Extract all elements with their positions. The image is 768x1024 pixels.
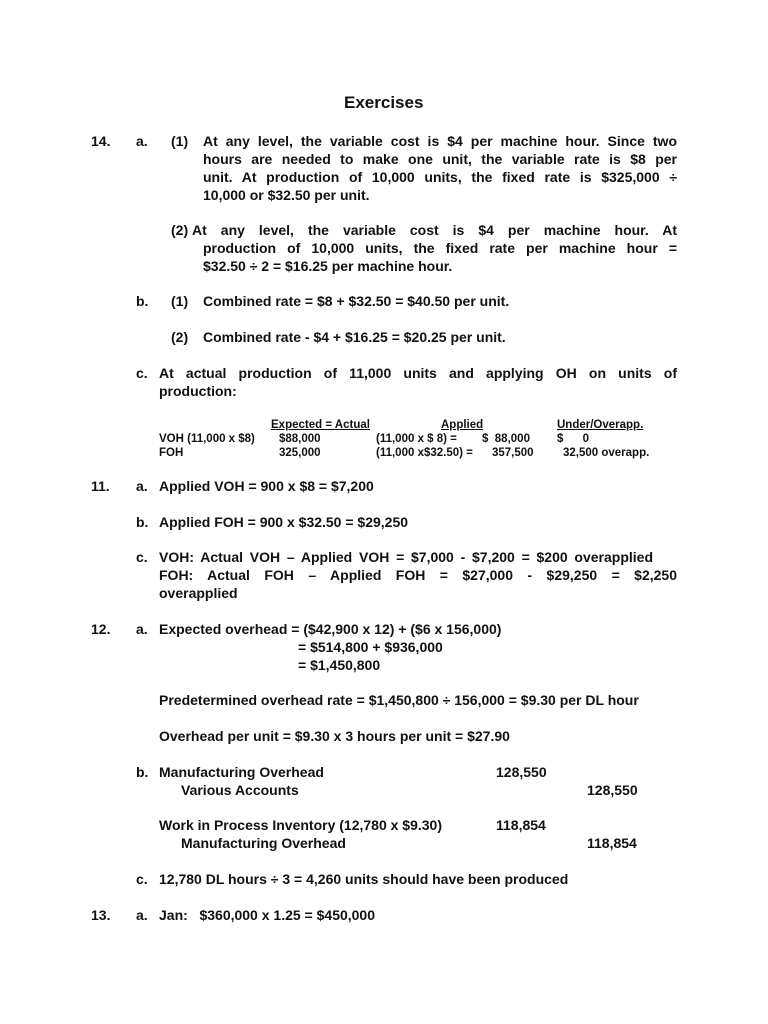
table-header: Applied [441, 419, 484, 431]
debit-amount: 128,550 [496, 764, 547, 780]
subpart-label: (2) [171, 329, 189, 345]
answer-line: $32.50 ÷ 2 = $16.25 per machine hour. [203, 258, 453, 274]
answer-line: Overhead per unit = $9.30 x 3 hours per unit = $27.90 [159, 728, 510, 744]
answer-line: Expected overhead = ($42,900 x 12) + ($6 x 156,000) [159, 621, 502, 637]
part-letter: a. [136, 621, 148, 637]
answer-line: hours are needed to make one unit, the variable rate is $8 per [203, 151, 677, 167]
answer-line: overapplied [159, 585, 238, 601]
table-cell: $ 0 [557, 433, 589, 445]
answer-line: Combined rate = $8 + $32.50 = $40.50 per unit. [203, 293, 510, 309]
part-letter: c. [136, 365, 148, 381]
subpart-label: (2) [171, 222, 189, 238]
credit-account: Various Accounts [181, 782, 299, 798]
subpart-label: (1) [171, 133, 189, 149]
question-number: 11. [91, 478, 110, 494]
page-title: Exercises [344, 93, 424, 112]
answer-line: At any level, the variable cost is $4 per machine hour. At [192, 222, 677, 238]
credit-amount: 128,550 [587, 782, 638, 798]
answer-line: At actual production of 11,000 units and applying OH on units of [159, 365, 677, 381]
table-header: Under/Overapp. [557, 419, 644, 431]
answer-line: Applied FOH = 900 x $32.50 = $29,250 [159, 514, 409, 530]
table-cell: 32,500 overapp. [563, 447, 650, 459]
table-cell: (11,000 x $ 8) = [376, 433, 457, 445]
table-cell: VOH (11,000 x $8) [159, 433, 255, 445]
part-letter: a. [136, 133, 148, 149]
answer-line: = $514,800 + $936,000 [298, 639, 443, 655]
part-letter: c. [136, 549, 148, 565]
table-cell: (11,000 x$32.50) = [376, 447, 473, 459]
answer-line: Combined rate - $4 + $16.25 = $20.25 per unit. [203, 329, 506, 345]
answer-line: Predetermined overhead rate = $1,450,800 ÷ 156,000 = $9.30 per DL hour [159, 692, 639, 708]
credit-amount: 118,854 [587, 835, 637, 851]
answer-line: production: [159, 383, 237, 399]
debit-amount: 118,854 [496, 817, 546, 833]
part-letter: b. [136, 514, 149, 530]
debit-account: Work in Process Inventory (12,780 x $9.30) [159, 817, 442, 833]
subpart-label: (1) [171, 293, 189, 309]
table-header: Expected = Actual [271, 419, 370, 431]
question-number: 12. [91, 621, 111, 637]
answer-line: VOH: Actual VOH – Applied VOH = $7,000 - $7,200 = $200 overapplied [159, 549, 653, 565]
part-letter: a. [136, 478, 148, 494]
answer-line: 12,780 DL hours ÷ 3 = 4,260 units should have been produced [159, 871, 569, 887]
answer-line: unit. At production of 10,000 units, the fixed rate is $325,000 ÷ [203, 169, 677, 185]
table-cell: 357,500 [492, 447, 534, 459]
part-letter: b. [136, 293, 149, 309]
credit-account: Manufacturing Overhead [181, 835, 346, 851]
answer-line: At any level, the variable cost is $4 per machine hour. Since two [203, 133, 677, 149]
answer-line: 10,000 or $32.50 per unit. [203, 187, 370, 203]
debit-account: Manufacturing Overhead [159, 764, 324, 780]
table-cell: $ 88,000 [482, 433, 530, 445]
answer-line: production of 10,000 units, the fixed rate per machine hour = [203, 240, 677, 256]
answer-line: Applied VOH = 900 x $8 = $7,200 [159, 478, 374, 494]
part-letter: a. [136, 907, 148, 923]
table-cell: $88,000 [279, 433, 321, 445]
answer-line: FOH: Actual FOH – Applied FOH = $27,000 - $29,250 = $2,250 [159, 567, 677, 583]
answer-line: = $1,450,800 [298, 657, 381, 673]
part-letter: b. [136, 764, 149, 780]
question-number: 14. [91, 133, 111, 149]
answer-line: Jan: $360,000 x 1.25 = $450,000 [159, 907, 376, 923]
part-letter: c. [136, 871, 148, 887]
question-number: 13. [91, 907, 111, 923]
table-cell: 325,000 [279, 447, 321, 459]
table-cell: FOH [159, 447, 184, 459]
